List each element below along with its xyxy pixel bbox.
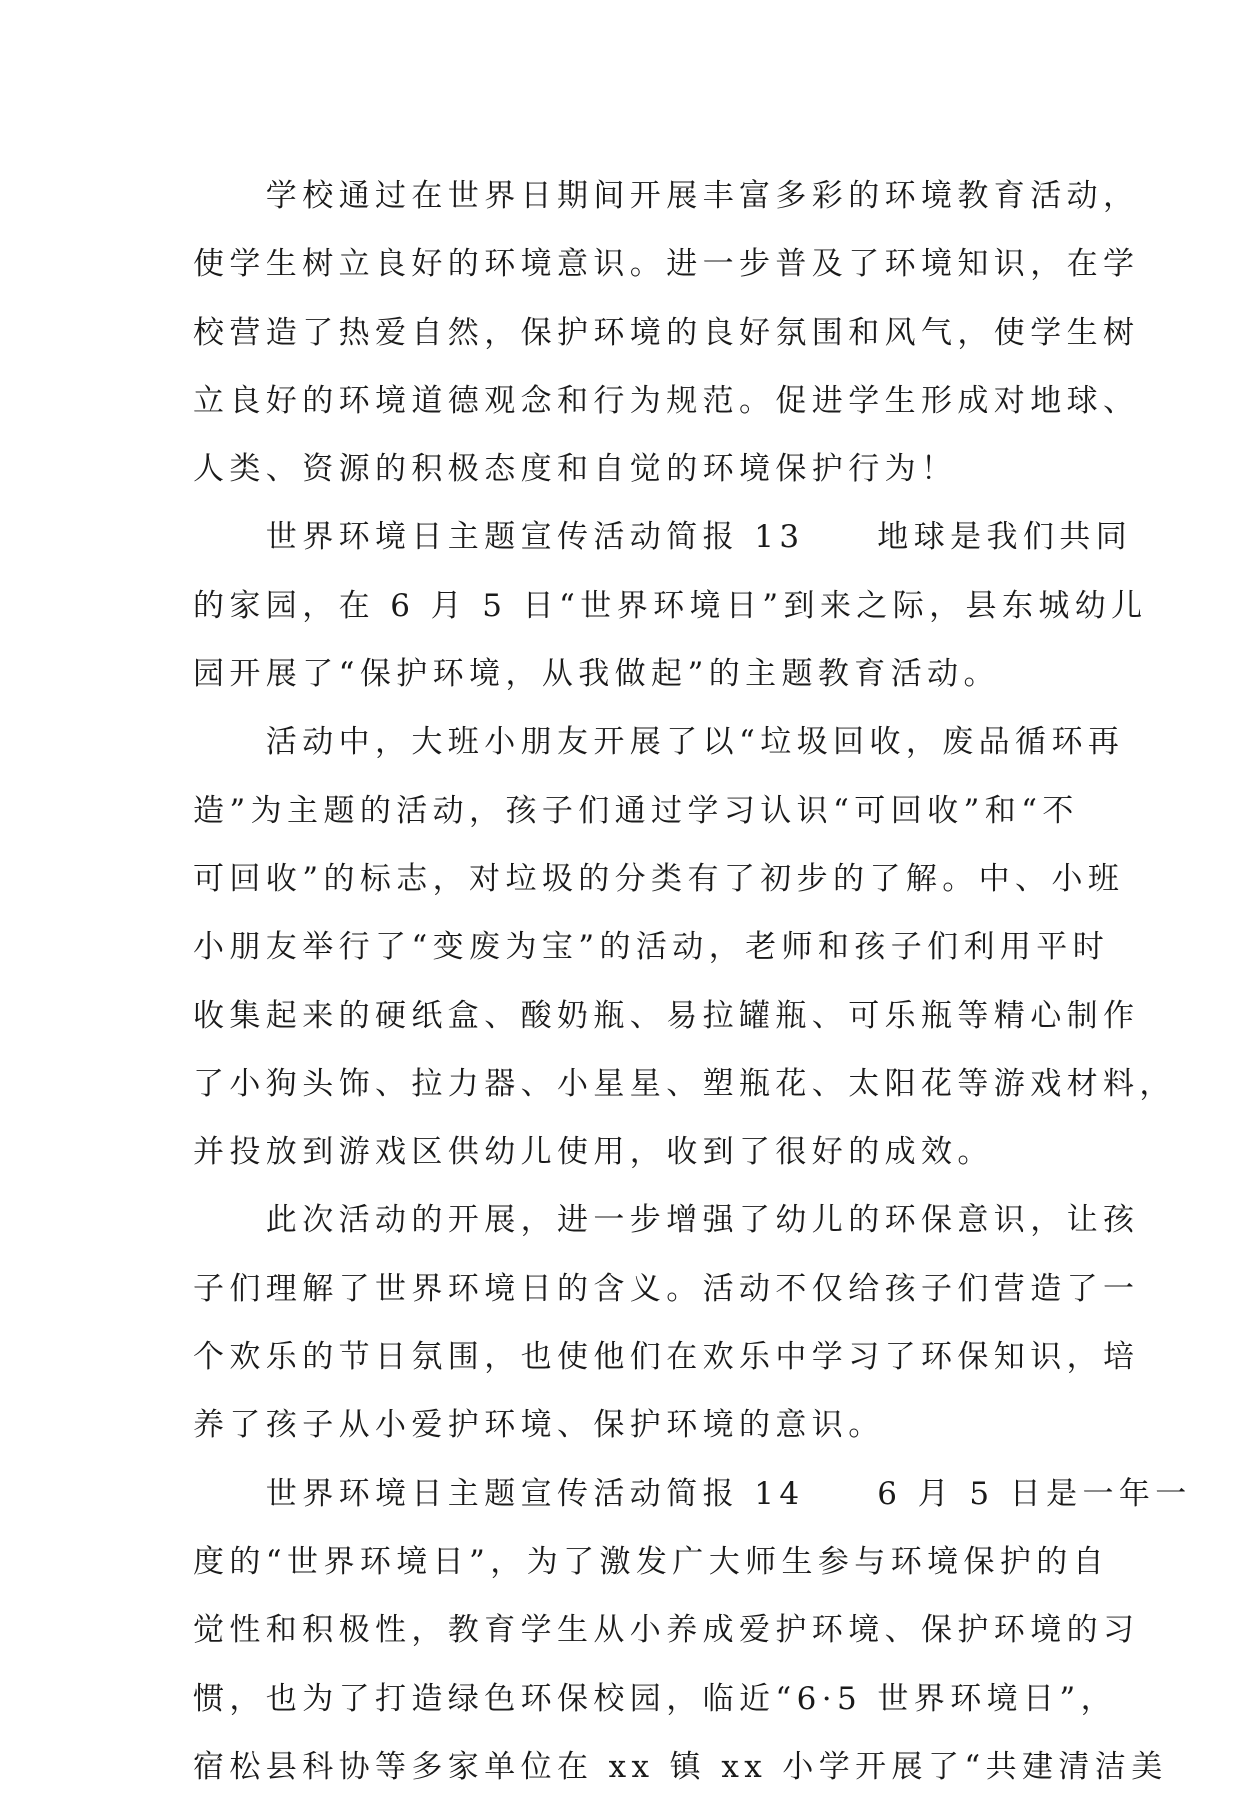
text-line: 世界环境日主题宣传活动简报 14 6 月 5 日是一年一 [193, 1475, 1192, 1512]
text-line: 养了孩子从小爱护环境、保护环境的意识。 [193, 1407, 885, 1444]
text-line: 了小狗头饰、拉力器、小星星、塑瓶花、太阳花等游戏材料， [193, 1065, 1176, 1102]
text-line: 造”为主题的活动，孩子们通过学习认识“可回收”和“不 [193, 792, 1079, 829]
text-line: 人类、资源的积极态度和自觉的环境保护行为！ [193, 451, 958, 488]
text-line: 使学生树立良好的环境意识。进一步普及了环境知识，在学 [193, 246, 1140, 283]
text-line: 的家园，在 6 月 5 日“世界环境日”到来之际，县东城幼儿 [193, 587, 1148, 624]
text-line: 并投放到游戏区供幼儿使用，收到了很好的成效。 [193, 1134, 994, 1171]
text-line: 学校通过在世界日期间开展丰富多彩的环境教育活动， [193, 178, 1140, 214]
text-line: 个欢乐的节日氛围，也使他们在欢乐中学习了环保知识，培 [193, 1339, 1140, 1376]
text-line: 小朋友举行了“变废为宝”的活动，老师和孩子们利用平时 [193, 929, 1110, 966]
text-line: 可回收”的标志，对垃圾的分类有了初步的了解。中、小班 [193, 860, 1125, 897]
text-line: 觉性和积极性，教育学生从小养成爱护环境、保护环境的习 [193, 1612, 1140, 1649]
text-line: 活动中，大班小朋友开展了以“垃圾回收，废品循环再 [193, 724, 1125, 761]
text-line: 惯，也为了打造绿色环保校园，临近“6·5 世界环境日”， [193, 1680, 1118, 1717]
text-line: 校营造了热爱自然，保护环境的良好氛围和风气，使学生树 [193, 314, 1140, 351]
document-body [193, 162, 1192, 1801]
text-line: 子们理解了世界环境日的含义。活动不仅给孩子们营造了一 [193, 1270, 1140, 1307]
text-line: 宿松县科协等多家单位在 xx 镇 xx 小学开展了“共建清洁美 [193, 1748, 1168, 1785]
text-line: 立良好的环境道德观念和行为规范。促进学生形成对地球、 [193, 382, 1140, 419]
text-line: 度的“世界环境日”，为了激发广大师生参与环境保护的自 [193, 1543, 1110, 1580]
text-line: 此次活动的开展，进一步增强了幼儿的环保意识，让孩 [193, 1202, 1140, 1239]
text-line: 世界环境日主题宣传活动简报 13 地球是我们共同 [193, 519, 1133, 556]
text-line: 园开展了“保护环境，从我做起”的主题教育活动。 [193, 656, 1000, 693]
text-line: 收集起来的硬纸盒、酸奶瓶、易拉罐瓶、可乐瓶等精心制作 [193, 997, 1140, 1034]
